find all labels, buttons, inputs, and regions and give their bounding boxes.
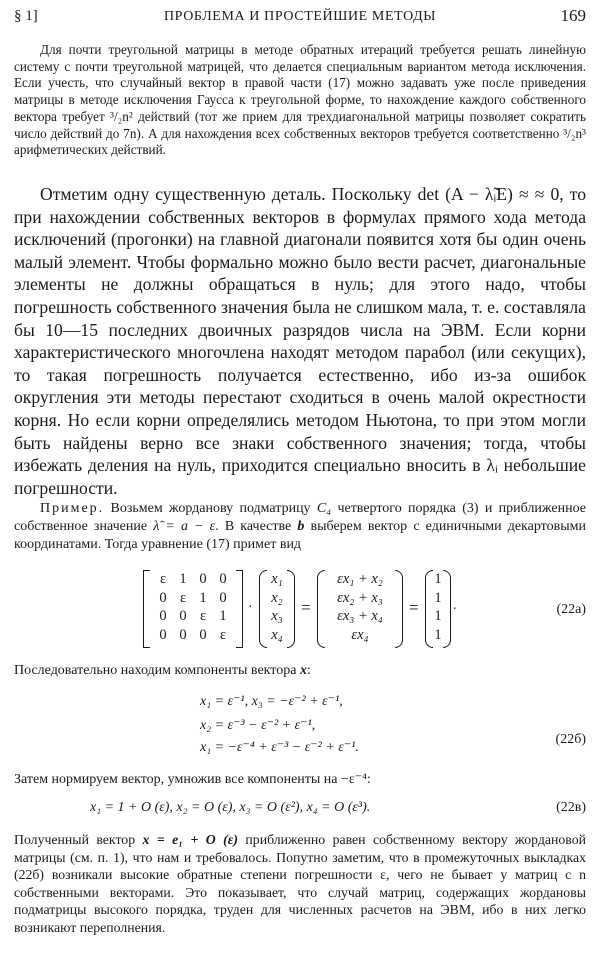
- matrix-cell: ε: [159, 571, 167, 587]
- equals-sign-1: =: [301, 598, 311, 617]
- example-text-2: четвертого порядка (3) и приближенное собственное значение: [14, 501, 586, 534]
- matrix-cell: 0: [159, 626, 167, 643]
- rhs-vector-entry: εx₃ + x₄: [337, 608, 383, 624]
- right-paren: [443, 570, 451, 648]
- ones-vector-entry: 1: [434, 589, 442, 606]
- example-text-1: Возьмем жорданову подматрицу: [104, 501, 317, 516]
- x-vector-entry: x₄: [271, 626, 283, 643]
- matrix-cell: 0: [219, 589, 227, 606]
- matrix-cell: 1: [219, 608, 227, 624]
- rhs-vector-entry: εx₄: [351, 626, 369, 643]
- matrix-cell: 0: [179, 626, 187, 643]
- jordan-matrix: [143, 570, 243, 648]
- dot-operator: ·: [248, 600, 253, 615]
- final-text-1: Полученный вектор: [14, 832, 143, 847]
- paragraph-important-detail: Отметим одну существенную деталь. Поскольку det (A − λ̃ᵢE) ≈ ≈ 0, то при нахождении собственных векторов в формулах прямого хода метода исключений (прогонки) на главной диагонали появится хотя бы один очень малый элемент. Чтобы формально можно было вести расчет, диагональные элементы не должны обращаться в нуль; для этого надо, чтобы погрешность собственного значения была не слишком мала, т. е. составляла бы 10—15 последних двоичных разрядов числа на ЭВМ. Если корни характеристического многочлена находят методом парабол (или секущих), то такая погрешность получается естественно, ибо из-за ошибок округления эти методы перестают сходиться в очень малой окрестности корня. Но если корни определялись методом Ньютона, то при этом могли быть найдены верно все знаки собственного значения; тогда, чтобы избежать деления на нуль, приходится специально вносить в λᵢ небольшие погрешности.: [14, 184, 586, 498]
- symbol-c4: C₄: [316, 501, 332, 516]
- x-vector-entry: x₂: [271, 589, 283, 606]
- matrix-cell: 0: [199, 571, 207, 587]
- matrix-cell: 0: [179, 608, 187, 624]
- matrix-grid: [143, 570, 243, 643]
- matrix-cell: 1: [179, 571, 187, 587]
- eq22b-line1: x₁ = ε⁻¹, x₃ = −ε⁻² + ε⁻¹,: [200, 694, 343, 709]
- eq22b-line2: x₂ = ε⁻³ − ε⁻² + ε⁻¹,: [200, 718, 316, 733]
- example-text-3: . В качестве: [215, 519, 298, 534]
- right-paren: [287, 570, 295, 648]
- right-paren: [395, 570, 403, 648]
- equation-period: .: [453, 598, 457, 613]
- equation-label-22b: (22б): [555, 732, 586, 747]
- matrix-cell: 0: [199, 626, 207, 643]
- matrix-cell: ε: [179, 589, 187, 606]
- x-vector: [259, 570, 295, 648]
- rhs-vector: [317, 570, 403, 648]
- ones-vector-entry: 1: [434, 626, 442, 643]
- eq22b-line3: x₁ = −ε⁻⁴ + ε⁻³ − ε⁻² + ε⁻¹.: [200, 740, 359, 755]
- symbol-x-e1: x = e₁ + O (ε): [142, 832, 238, 847]
- matrix-cell: ε: [199, 608, 207, 624]
- matrix-cell: 0: [159, 608, 167, 624]
- running-title: ПРОБЛЕМА И ПРОСТЕЙШИЕ МЕТОДЫ: [163, 9, 437, 24]
- example-lead: Пример.: [40, 501, 105, 516]
- rhs-vector-entry: εx₁ + x₂: [337, 571, 383, 587]
- left-paren: [425, 570, 433, 648]
- ones-vector-entry: 1: [434, 571, 442, 587]
- example-text-4: выберем вектор с единичными декартовыми координатами. Тогда уравнение (17) примет вид: [14, 519, 586, 552]
- matrix-cell: 0: [159, 589, 167, 606]
- left-bracket: [143, 570, 150, 648]
- paragraph-conclusion: [14, 831, 586, 937]
- symbol-x: x: [299, 663, 307, 678]
- paragraph-inverse-iteration: Для почти треугольной матрицы в методе обратных итераций требуется решать линейную систему с почти треугольной матрицей, что делается специальным вариантом метода исключения. Если учесть, что случайный вектор в правой части (17) можно задавать уже после приведения матрицы в методе исключения Гаусса к треугольной форме, то нахождение каждого собственного вектора требует ³/₂n² действий (тот же прием для трехдиагональной матрицы позволяет сократить число действий до 7n). А для нахождения всех собственных векторов требуется соответственно ³/₂n³ арифметических действий.: [14, 42, 586, 158]
- rhs-vector-grid: [317, 570, 403, 643]
- matrix-cell: 0: [219, 571, 227, 587]
- rhs-vector-entry: εx₂ + x₃: [337, 589, 383, 606]
- paragraph-example: [14, 500, 586, 554]
- eq22v-line: x₁ = 1 + O (ε), x₂ = O (ε), x₃ = O (ε²), x₄ = O (ε³).: [90, 800, 371, 815]
- section-marker: § 1]: [14, 8, 38, 24]
- left-paren: [317, 570, 325, 648]
- text-seq: Последовательно находим компоненты вектора: [14, 663, 297, 678]
- x-vector-entry: x₁: [271, 571, 283, 587]
- text-seq-end: :: [306, 663, 311, 678]
- matrix-cell: 1: [199, 589, 207, 606]
- text-normalize: Затем нормируем вектор, умножив все компоненты на −ε⁻⁴:: [14, 772, 371, 787]
- ones-vector: [425, 570, 451, 648]
- text-sequentially: [14, 663, 586, 680]
- page-number: 169: [560, 6, 586, 25]
- equation-label-22a: (22а): [556, 602, 586, 617]
- x-vector-entry: x₃: [271, 608, 283, 624]
- left-paren: [259, 570, 267, 648]
- symbol-lambda: λ̃ = a − ε: [153, 519, 216, 534]
- ones-vector-entry: 1: [434, 608, 442, 624]
- equals-sign-2: =: [409, 598, 419, 617]
- equation-label-22v: (22в): [556, 800, 586, 815]
- page-header: [14, 6, 586, 28]
- right-bracket: [236, 570, 243, 648]
- final-text-2: приближенно равен собственному вектору жордановой матрицы (см. п. 1), что нам и требовалось. Попутно заметим, что в промежуточных выкладках (22б) возникали высокие обратные степени погрешности ε, чего не бывает у матриц с n собственными векторами. Это показывает, что случай матриц, содержащих жордановы подматрицы высокого порядка, труден для численных расчетов на ЭВМ, ибо в них легко возникают переполнения.: [14, 832, 586, 935]
- matrix-cell: ε: [219, 626, 227, 643]
- symbol-b: b: [297, 519, 305, 534]
